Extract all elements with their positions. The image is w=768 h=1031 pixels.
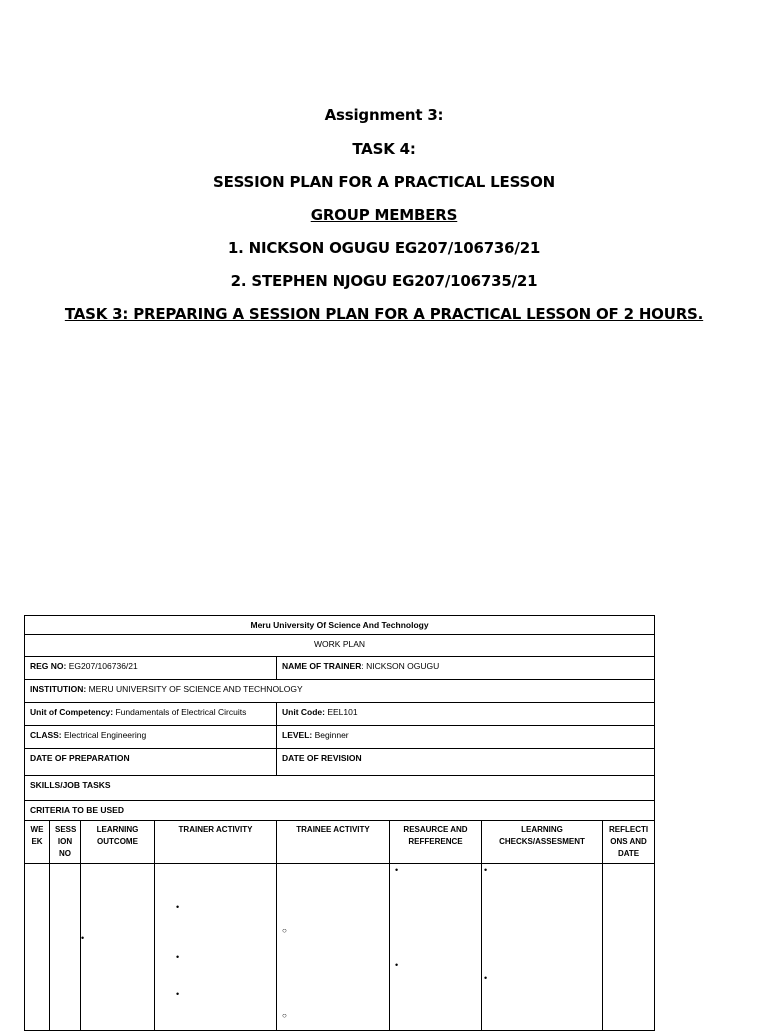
date-of-revision: DATE OF REVISION <box>277 749 655 776</box>
institution-cell <box>25 680 655 703</box>
col-session-no: SESS ION NO <box>50 821 81 864</box>
learning-checks-cell <box>482 864 603 1031</box>
work-plan-title: WORK PLAN <box>25 635 655 657</box>
col-trainee-activity: TRAINEE ACTIVITY <box>277 821 390 864</box>
reg-no-cell <box>25 657 277 680</box>
bullet-point: • <box>484 865 488 875</box>
reflections-cell <box>603 864 655 1031</box>
bullet-point: • <box>484 973 488 983</box>
university-name: Meru University Of Science And Technology <box>25 616 655 635</box>
bullet-point: • <box>395 960 399 970</box>
bullet-point: • <box>176 952 180 962</box>
learning-outcome-cell <box>81 864 155 1031</box>
trainer-activity-cell <box>155 864 277 1031</box>
unit-code-value: EEL101 <box>324 707 358 717</box>
session-plan-subtitle: SESSION PLAN FOR A PRACTICAL LESSON <box>212 173 556 191</box>
reg-no-label: REG NO: <box>30 661 67 671</box>
group-members-heading: GROUP MEMBERS <box>310 206 458 224</box>
bullet-point: • <box>81 933 85 943</box>
trainee-activity-cell <box>277 864 390 1031</box>
trainer-name-label: NAME OF TRAINER <box>282 661 362 671</box>
col-learning-outcome: LEARNING OUTCOME <box>81 821 155 864</box>
class-cell <box>25 726 277 749</box>
member-1: 1. NICKSON OGUGU EG207/106736/21 <box>227 239 541 257</box>
hollow-bullet: ○ <box>282 926 287 935</box>
reg-no-value: EG207/106736/21 <box>66 661 138 671</box>
bullet-point: • <box>176 902 180 912</box>
unit-of-competency-label: Unit of Competency: <box>30 707 114 717</box>
plan-body-row <box>25 864 655 1031</box>
class-value: Electrical Engineering <box>61 730 147 740</box>
level-value: Beginner <box>312 730 349 740</box>
bullet-point: • <box>176 989 180 999</box>
skills-job-tasks: SKILLS/JOB TASKS <box>25 776 655 801</box>
task-3-heading: TASK 3: PREPARING A SESSION PLAN FOR A PRACTICAL LESSON OF 2 HOURS. <box>64 305 704 323</box>
unit-of-competency-value: Fundamentals of Electrical Circuits <box>113 707 247 717</box>
criteria-to-be-used: CRITERIA TO BE USED <box>25 801 655 821</box>
col-learning-checks: LEARNING CHECKS/ASSESMENT <box>482 821 603 864</box>
resource-cell <box>390 864 482 1031</box>
session-cell <box>50 864 81 1031</box>
member-2: 2. STEPHEN NJOGU EG207/106735/21 <box>230 272 538 290</box>
trainer-name-value: : NICKSON OGUGU <box>361 661 440 671</box>
institution-value: MERU UNIVERSITY OF SCIENCE AND TECHNOLOGY <box>86 684 303 694</box>
trainer-name-cell <box>277 657 655 680</box>
hollow-bullet: ○ <box>282 1011 287 1020</box>
unit-code-label: Unit Code: <box>282 707 325 717</box>
bullet-point: • <box>395 865 399 875</box>
level-cell <box>277 726 655 749</box>
class-label: CLASS: <box>30 730 62 740</box>
unit-of-competency-cell <box>25 703 277 726</box>
level-label: LEVEL: <box>282 730 313 740</box>
col-reflections-date: REFLECTI ONS AND DATE <box>603 821 655 864</box>
col-trainer-activity: TRAINER ACTIVITY <box>155 821 277 864</box>
institution-label: INSTITUTION: <box>30 684 87 694</box>
col-week: WE EK <box>25 821 50 864</box>
assignment-title: Assignment 3: <box>324 106 444 124</box>
date-of-preparation: DATE OF PREPARATION <box>25 749 277 776</box>
task-title: TASK 4: <box>352 140 416 158</box>
week-cell <box>25 864 50 1031</box>
work-plan-table <box>24 615 655 1031</box>
col-resource-reference: RESAURCE AND REFFERENCE <box>390 821 482 864</box>
unit-code-cell <box>277 703 655 726</box>
